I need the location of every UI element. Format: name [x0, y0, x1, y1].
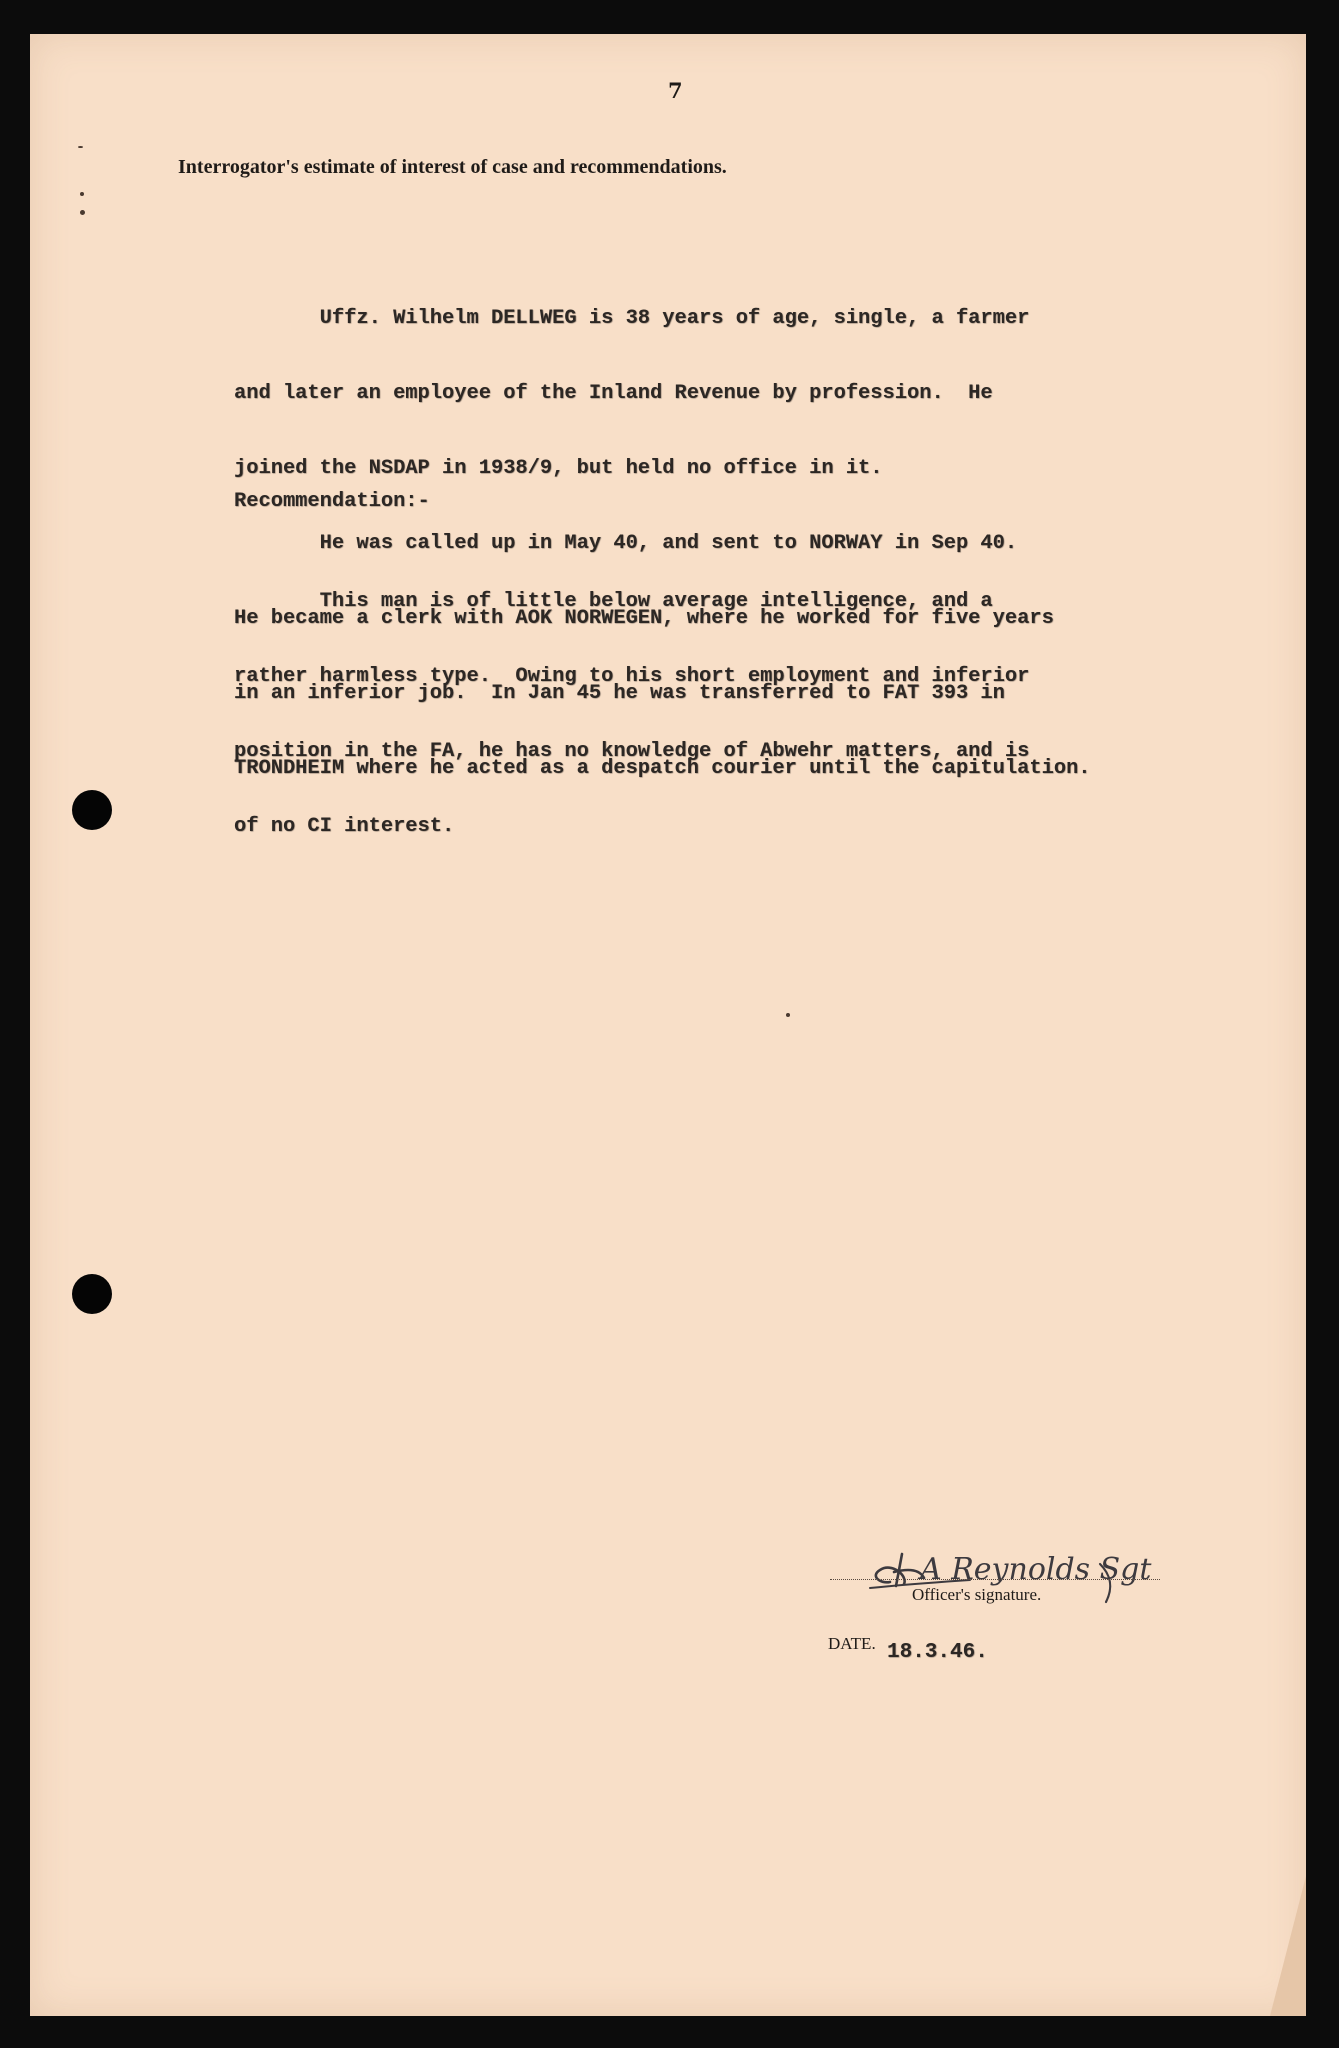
document-page — [30, 34, 1306, 2016]
summary-line: Uffz. Wilhelm DELLWEG is 38 years of age, single, a farmer — [234, 307, 1030, 330]
page-corner-fold — [1270, 1876, 1306, 2016]
section-heading: Interrogator's estimate of interest of case and recommendations. — [178, 156, 727, 178]
summary-line: TRONDHEIM where he acted as a despatch courier until the capitulation. — [234, 757, 1091, 780]
punch-hole-upper — [72, 790, 112, 830]
recommendation-line: of no CI interest. — [234, 815, 455, 838]
signature-line — [830, 1579, 1160, 1580]
recommendation-label: Recommendation:- — [234, 490, 430, 513]
punch-hole-lower — [72, 1274, 112, 1314]
recommendation-line: This man is of little below average intelligence, and a — [234, 590, 993, 613]
paper-speck — [80, 192, 84, 196]
recommendation-paragraph — [234, 539, 1164, 889]
paper-speck — [786, 1013, 790, 1017]
page-number: 7 — [668, 78, 683, 103]
date-value: 18.3.46. — [887, 1641, 988, 1664]
recommendation-line: position in the FA, he has no knowledge of Abwehr matters, and is — [234, 740, 1030, 763]
summary-line: joined the NSDAP in 1938/9, but held no office in it. — [234, 457, 883, 480]
summary-line: in an inferior job. In Jan 45 he was transferred to FAT 393 in — [234, 682, 1005, 705]
signature-text: A Reynolds Sgt — [920, 1552, 1152, 1587]
summary-line: and later an employee of the Inland Revenue by profession. He — [234, 382, 993, 405]
recommendation-line: rather harmless type. Owing to his short employment and inferior — [234, 665, 1030, 688]
summary-line: He was called up in May 40, and sent to NORWAY in Sep 40. — [234, 532, 1018, 555]
paper-speck — [78, 146, 83, 148]
paper-speck — [80, 210, 85, 215]
signature-caption: Officer's signature. — [912, 1585, 1042, 1604]
summary-line: He became a clerk with AOK NORWEGEN, where he worked for five years — [234, 607, 1054, 630]
date-label: DATE. — [828, 1634, 876, 1653]
